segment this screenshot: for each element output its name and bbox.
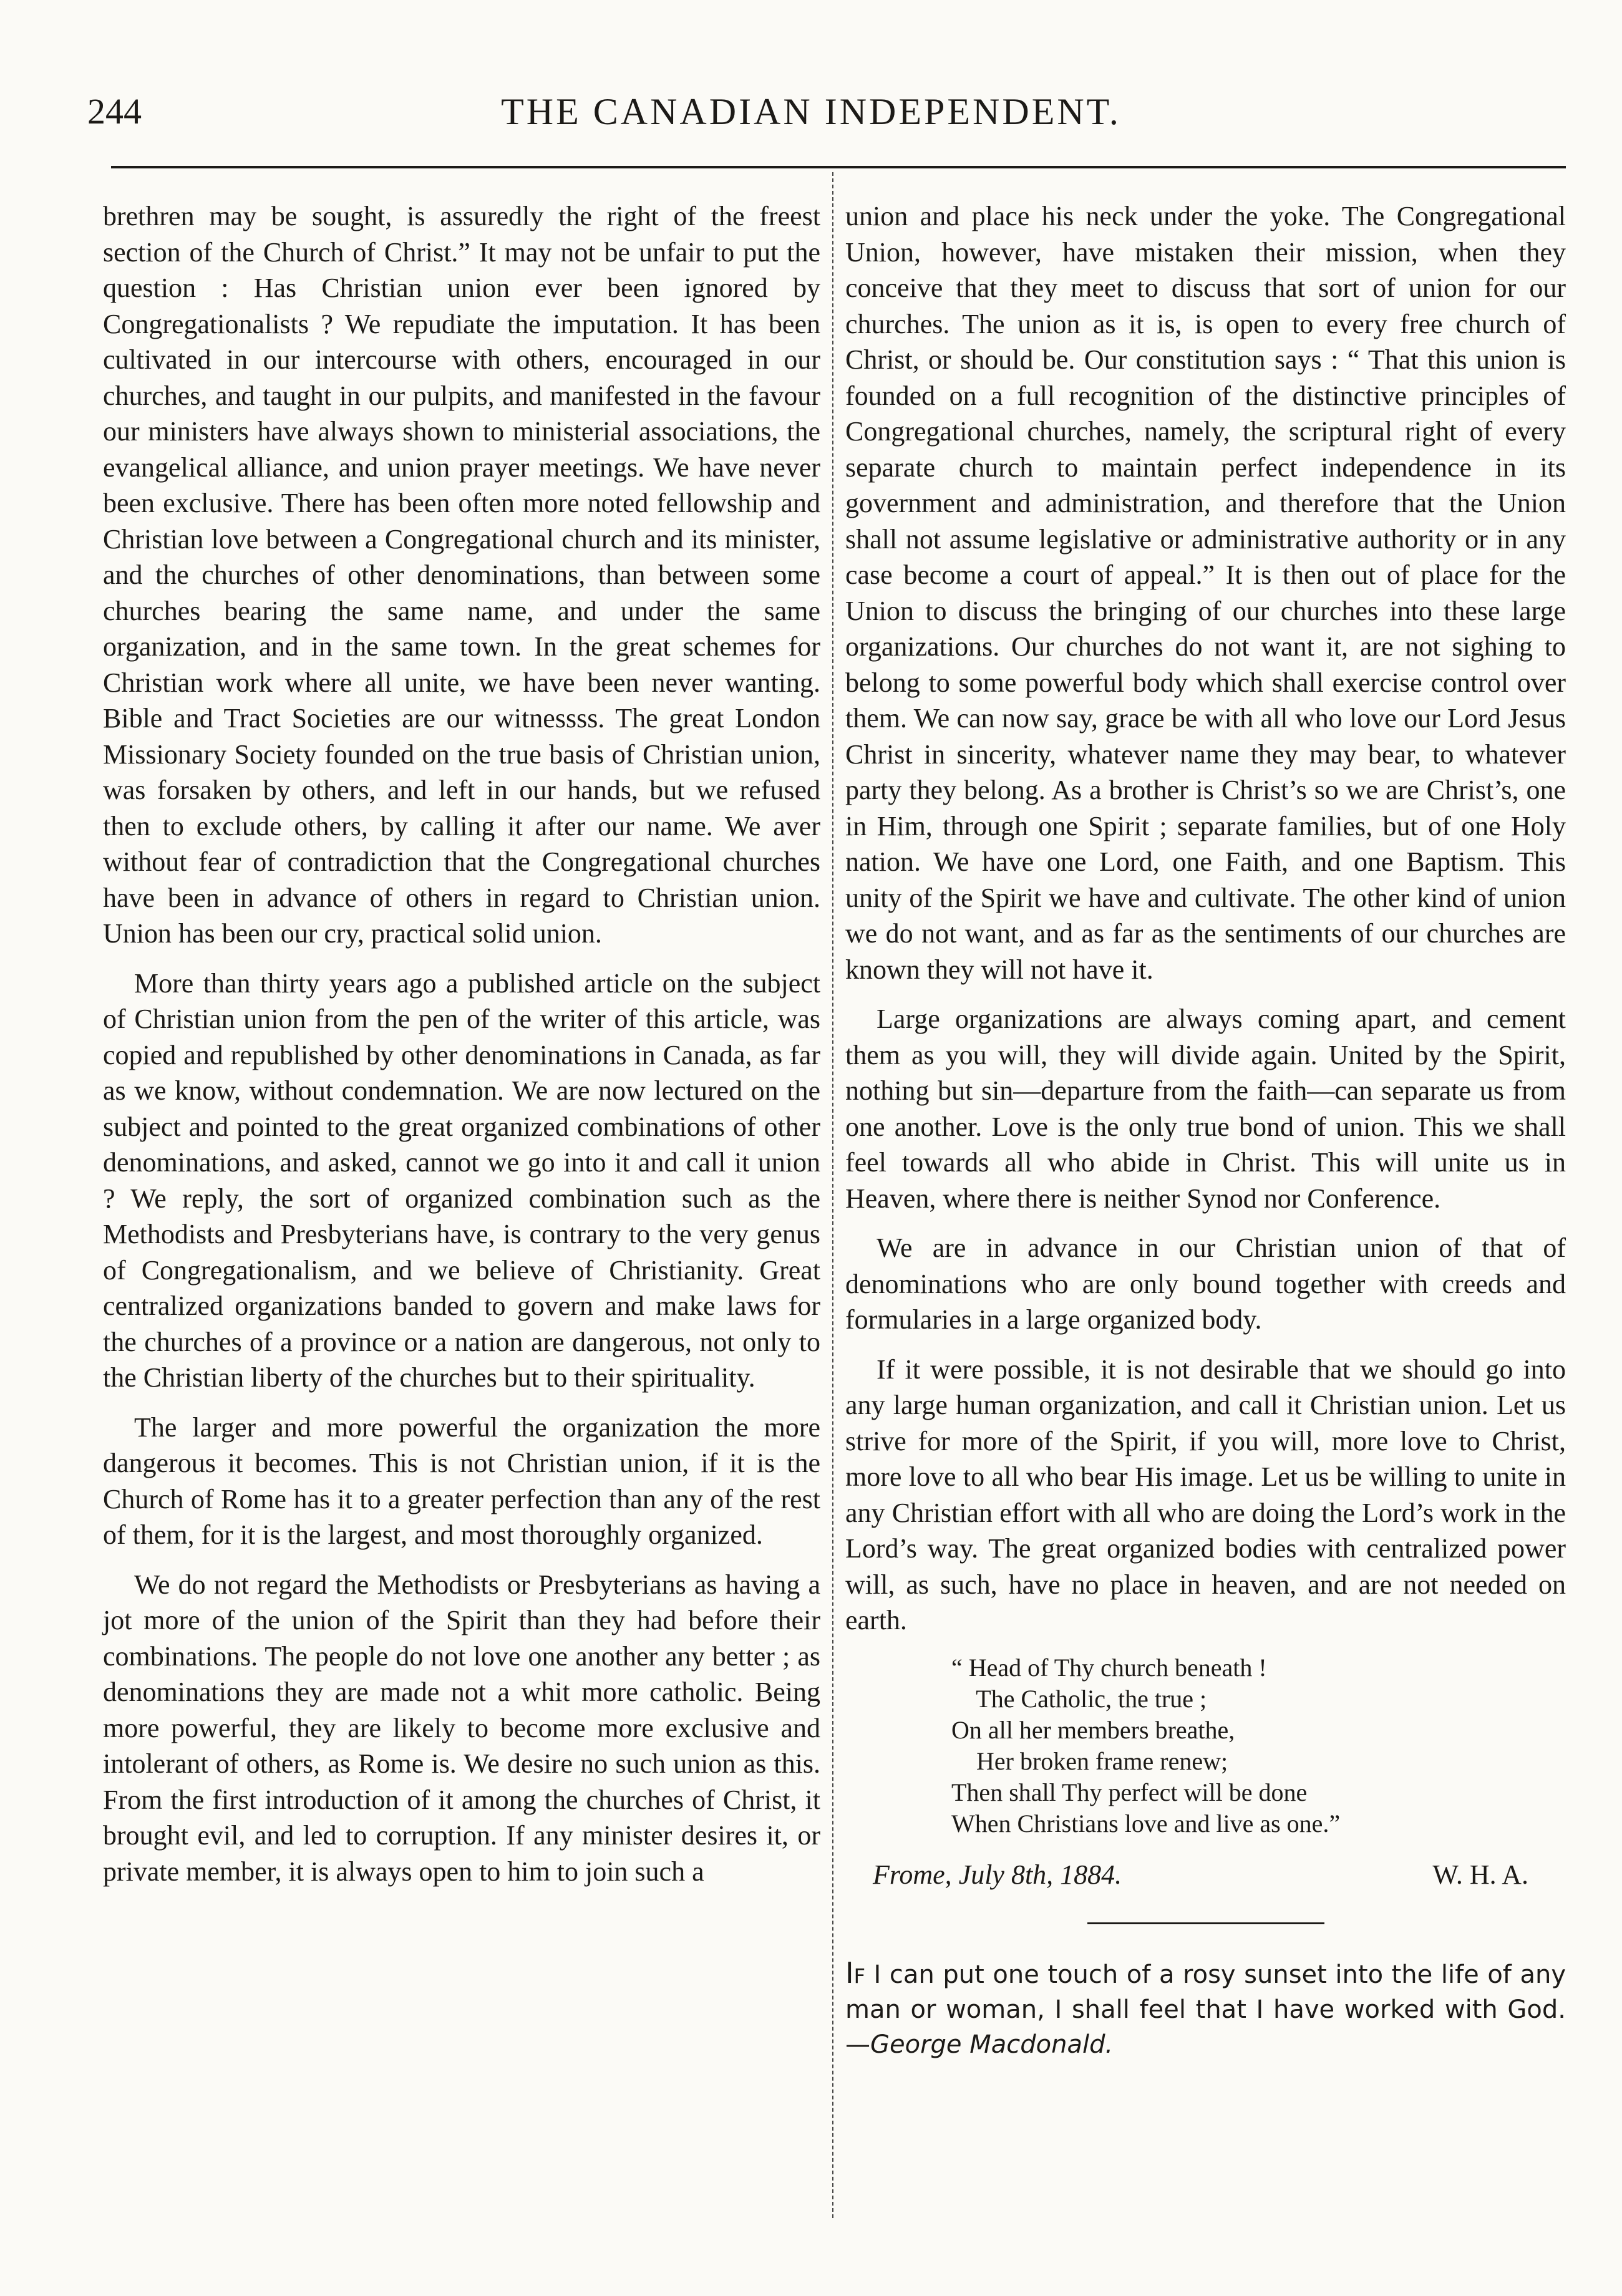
column-divider	[832, 172, 833, 2218]
quote-body: I can put one touch of a rosy sunset into the life of any man or woman, I shall feel that I have worked with God.—	[845, 1960, 1566, 2059]
verse-line: Her broken frame renew;	[951, 1746, 1228, 1775]
left-column	[103, 198, 820, 1903]
paragraph: Large organizations are always coming apart, and cement them as you will, they will divide again. United by the Spirit, nothing but sin—departure from the faith—can separate us from one another. Love is the only true bond of union. This we shall feel towards all who abide in Christ. This will unite us in Heaven, where there is neither Synod nor Conference.	[845, 1004, 1566, 1214]
running-head-title: THE CANADIAN INDEPENDENT.	[501, 91, 1121, 132]
closing-quote	[845, 1955, 1566, 2062]
verse-line: The Catholic, the true ;	[951, 1684, 1207, 1713]
verse-line: Then shall Thy perfect will be done	[951, 1778, 1308, 1806]
hymn-verse	[951, 1652, 1566, 1839]
quote-author: George Macdonald.	[870, 2030, 1114, 2059]
section-rule	[1087, 1922, 1324, 1924]
verse-line: “ Head of Thy church beneath !	[951, 1653, 1267, 1682]
page-number: 244	[87, 91, 142, 132]
verse-line: On all her members breathe,	[951, 1715, 1235, 1744]
verse-line: When Christians love and live as one.”	[951, 1809, 1341, 1838]
paragraph: More than thirty years ago a published article on the subject of Christian union from the pen of the writer of this article, was copied and republished by other denominations in Canada, as far as we know, without condemnation. We are now lectured on the subject and pointed to the great organized combinations of other denominations, and asked, cannot we go into it and call it union ? We reply, the sort of organized combination such as the Methodists and Presbyterians have, is contrary to the very genus of Congregationalism, and we believe of Christianity. Great centralized organizations banded to govern and make laws for the churches of a province or a nation are dangerous, not only to the Christian liberty of the churches but to their spirituality.	[103, 967, 820, 1393]
paragraph: The larger and more powerful the organization the more dangerous it becomes. This is not Christian union, if it is the Church of Rome has it to a greater perfection than any of the rest of them, for it is the largest, and most thoroughly organized.	[103, 1412, 820, 1550]
paragraph: We do not regard the Methodists or Presbyterians as having a jot more of the union of the Spirit than they had before their combinations. The people do not love one another any better ; as denominations they are made not a whit more catholic. Being more powerful, they are likely to become more exclusive and intolerant of others, as Rome is. We desire no such union as this. From the first introduction of it among the churches of Christ, it brought evil, and led to corruption. If any minister desires it, or private member, it is always open to him to join such a	[103, 1569, 820, 1887]
place-date: Frome, July 8th, 1884.	[873, 1859, 1122, 1890]
right-column	[845, 198, 1566, 2076]
author-initials: W. H. A.	[1432, 1859, 1528, 1890]
header-rule	[111, 166, 1566, 168]
paragraph: If it were possible, it is not desirable that we should go into any large human organization, and call it Christian union. Let us strive for more of the Spirit, if you will, more love to Christ, more love to all who bear His image. Let us be willing to unite in any Christian effort with all who are doing the Lord’s work in the Lord’s way. The great organized bodies with centralized power will, as such, have no place in heaven, and are not needed on earth.	[845, 1354, 1566, 1635]
signature-line	[873, 1857, 1528, 1893]
paragraph: We are in advance in our Christian union of that of denominations who are only bound together with creeds and formularies in a large organized body.	[845, 1233, 1566, 1335]
paragraph: brethren may be sought, is assuredly the right of the freest section of the Church of Christ.” It may not be unfair to put the question : Has Christian union ever been ignored by Congregationalists ? We repudiate the imputation. It has been cultivated in our intercourse with others, encouraged in our churches, and taught in our pulpits, and manifested in the favour our ministers have always shown to ministerial associations, the evangelical alliance, and union prayer meetings. We have never been exclusive. There has been often more noted fellowship and Christian love between a Congregational church and its minister, and the churches of other denominations, than between some churches bearing the same name, and under the same organization, and in the same town. In the great schemes for Christian work where all unite, we have been never wanting. Bible and Tract Societies are our witnessss. The great London Missionary Society founded on the true basis of Christian union, was forsaken by others, and left in our hands, but we refused then to exclude others, by calling it after our name. We aver without fear of contradiction that the Congregational churches have been in advance of others in regard to Christian union. Union has been our cry, practical solid union.	[103, 201, 820, 949]
paragraph: union and place his neck under the yoke. The Congregational Union, however, have mistaken their mission, when they conceive that they meet to discuss that sort of union for our churches. The union as it is, is open to every free church of Christ, or should be. Our constitution says : “ That this union is founded on a full recognition of the distinctive principles of Congregational churches, namely, the scriptural right of every separate church to maintain perfect independence in its government and administration, and therefore that the Union shall not assume legislative or administrative authority or in any case become a court of appeal.” It is then out of place for the Union to discuss the bringing of our churches into these large organizations. Our churches do not want it, are not sighing to belong to some powerful body which shall exercise control over them. We can now say, grace be with all who love our Lord Jesus Christ in sincerity, whatever name they may bear, to whatever party they belong. As a brother is Christ’s so we are Christ’s, one in Him, through one Spirit ; separate families, but of one Holy nation. We have one Lord, one Faith, and one Baptism. This unity of the Spirit we have and cultivate. The other kind of union we do not want, and as far as the sentiments of our churches are known they will not have it.	[845, 201, 1566, 985]
quote-lead-word: If	[845, 1956, 865, 1990]
